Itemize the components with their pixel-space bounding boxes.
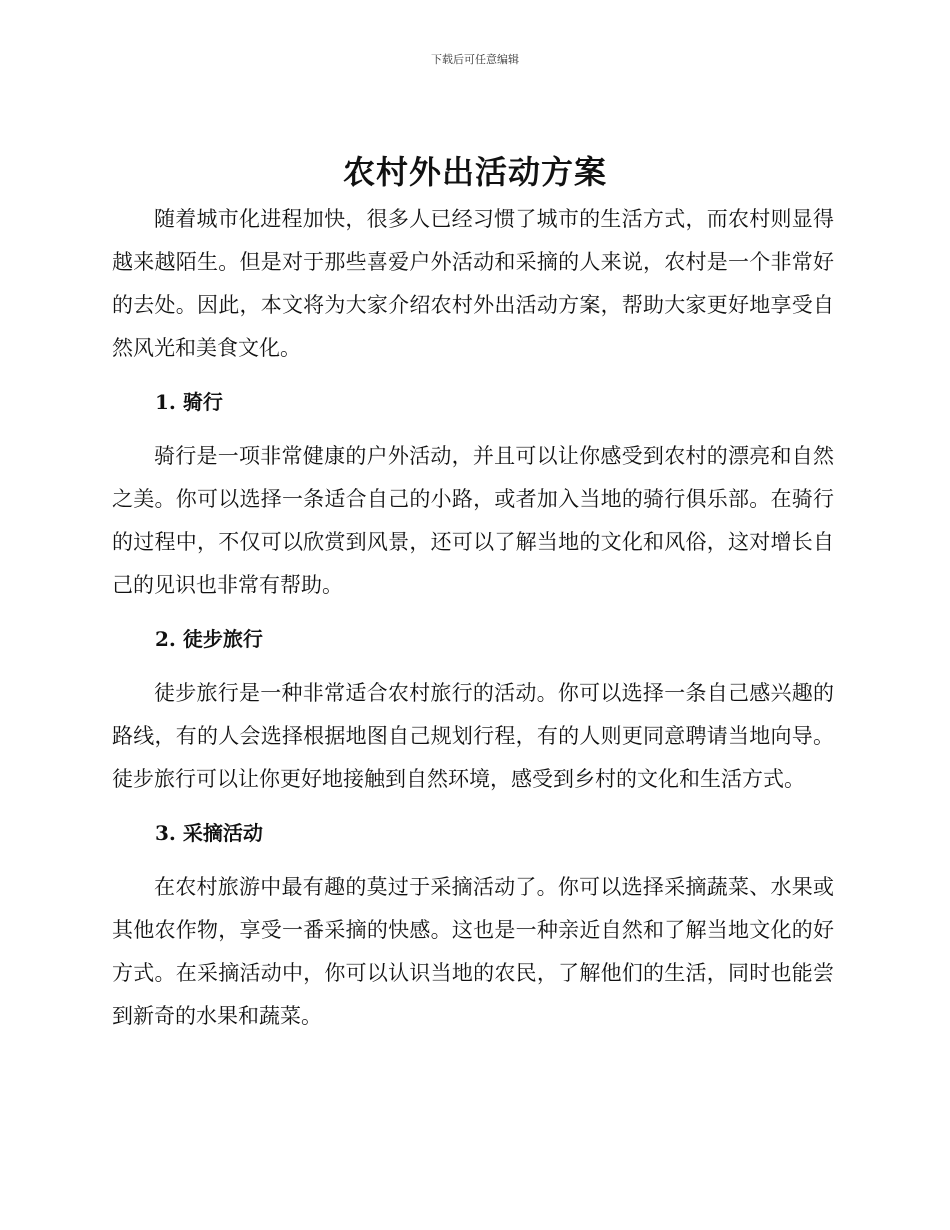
intro-paragraph: 随着城市化进程加快，很多人已经习惯了城市的生活方式，而农村则显得越来越陌生。但是对于那些喜爱户外活动和采摘的人来说，农村是一个非常好的去处。因此，本文将为大家介绍农村外出活动方案，帮助大家更好地享受自然风光和美食文化。 xyxy=(112,207,834,360)
section-body-picking: 在农村旅游中最有趣的莫过于采摘活动了。你可以选择采摘蔬菜、水果或其他农作物，享受一番采摘的快感。这也是一种亲近自然和了解当地文化的好方式。在采摘活动中，你可以认识当地的农民，了解他们的生活，同时也能尝到新奇的水果和蔬菜。 xyxy=(112,875,834,1028)
section-body-hiking: 徒步旅行是一种非常适合农村旅行的活动。你可以选择一条自己感兴趣的路线，有的人会选择根据地图自己规划行程，有的人则更同意聘请当地向导。徒步旅行可以让你更好地接触到自然环境，感受到乡村的文化和生活方式。 xyxy=(112,681,834,791)
section-heading-cycling: 1. 骑行 xyxy=(155,390,223,414)
page-header: 下载后可任意编辑 xyxy=(431,53,519,66)
document-body xyxy=(112,198,834,1038)
section-heading-hiking: 2. 徒步旅行 xyxy=(155,627,263,651)
document-title: 农村外出活动方案 xyxy=(342,153,607,191)
section-heading-picking: 3. 采摘活动 xyxy=(155,821,263,845)
section-body-cycling: 骑行是一项非常健康的户外活动，并且可以让你感受到农村的漂亮和自然之美。你可以选择一条适合自己的小路，或者加入当地的骑行俱乐部。在骑行的过程中，不仅可以欣赏到风景，还可以了解当地的文化和风俗，这对增长自己的见识也非常有帮助。 xyxy=(112,444,834,597)
